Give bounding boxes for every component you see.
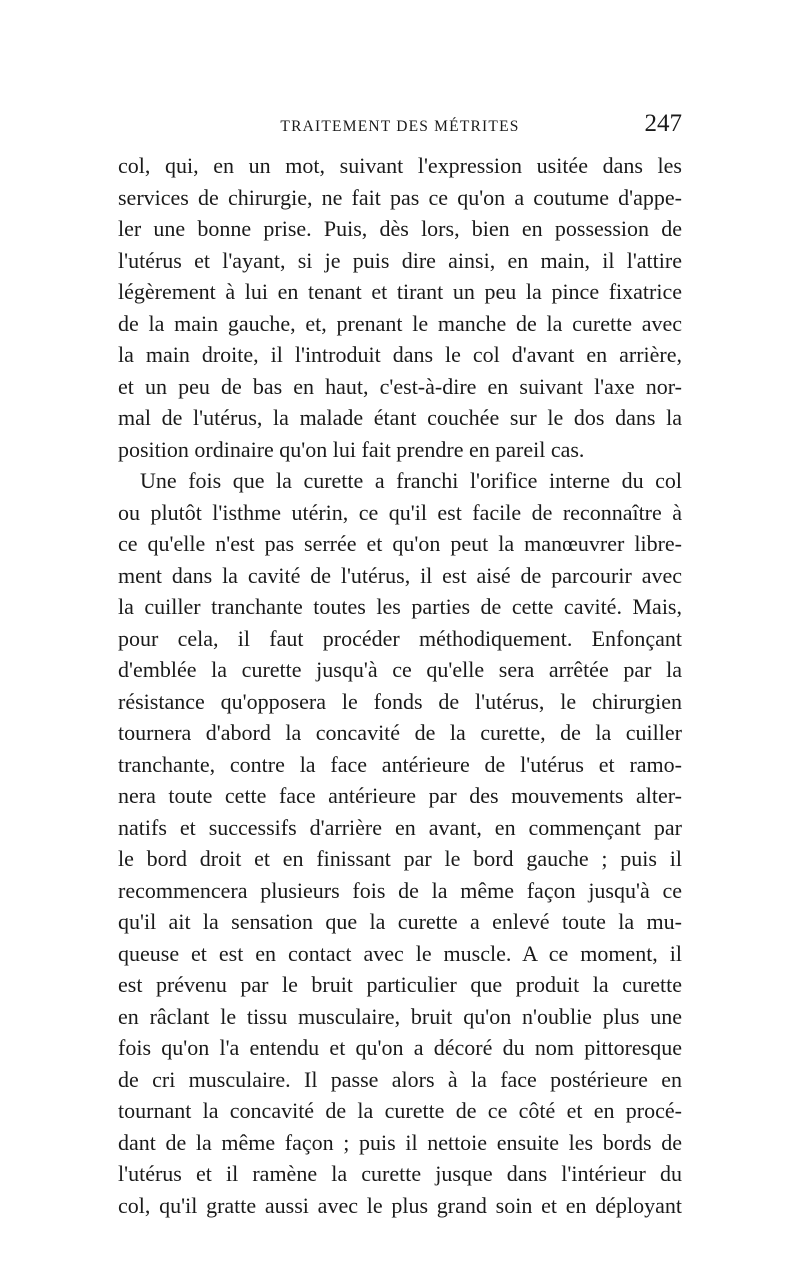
- text-line: résistance qu'opposera le fonds de l'utérus, le chirurgien: [118, 688, 682, 714]
- text-line: tournant la concavité de la curette de ce côté et en procé-: [118, 1098, 682, 1123]
- text-line: tournera d'abord la concavité de la curette, de la cuiller: [118, 720, 682, 745]
- running-head: [118, 112, 682, 142]
- text-line: ce qu'elle n'est pas serrée et qu'on peut la manœuvrer libre-: [118, 531, 682, 556]
- text-line: tranchante, contre la face antérieure de l'utérus et ramo-: [118, 751, 682, 777]
- text-line: mal de l'utérus, la malade étant couchée sur le dos dans la: [118, 405, 682, 430]
- text-line: queuse et est en contact avec le muscle. A ce moment, il: [118, 940, 682, 966]
- text-line: natifs et successifs d'arrière en avant, en commençant par: [118, 814, 682, 840]
- text-line: ou plutôt l'isthme utérin, ce qu'il est facile de reconnaître à: [118, 499, 682, 525]
- text-line: ment dans la cavité de l'utérus, il est aisé de parcourir avec: [118, 562, 682, 588]
- text-line: Une fois que la curette a franchi l'orifice interne du col: [140, 468, 682, 493]
- text-line: l'utérus et il ramène la curette jusque dans l'intérieur du: [118, 1161, 682, 1186]
- text-line: le bord droit et en finissant par le bord gauche ; puis il: [118, 846, 682, 871]
- text-line: ler une bonne prise. Puis, dès lors, bien en possession de: [118, 216, 682, 241]
- text-line: de cri musculaire. Il passe alors à la face postérieure en: [118, 1066, 682, 1092]
- text-line: et un peu de bas en haut, c'est-à-dire en suivant l'axe nor-: [118, 373, 682, 399]
- text-line: dant de la même façon ; puis il nettoie ensuite les bords de: [118, 1129, 682, 1155]
- text-line: nera toute cette face antérieure par des mouvements alter-: [118, 783, 682, 808]
- text-line: pour cela, il faut procéder méthodiquement. Enfonçant: [118, 625, 682, 651]
- text-line: position ordinaire qu'on lui fait prendre en pareil cas.: [118, 436, 585, 462]
- text-line: la main droite, il l'introduit dans le col d'avant en arrière,: [118, 342, 682, 367]
- text-line: d'emblée la curette jusqu'à ce qu'elle sera arrêtée par la: [118, 657, 682, 682]
- text-line: col, qu'il gratte aussi avec le plus grand soin et en déployant: [118, 1192, 682, 1218]
- text-line: fois qu'on l'a entendu et qu'on a décoré du nom pittoresque: [118, 1035, 682, 1060]
- running-head-title: TRAITEMENT DES MÉTRITES: [280, 118, 520, 135]
- text-line: col, qui, en un mot, suivant l'expression usitée dans les: [118, 153, 682, 178]
- text-line: qu'il ait la sensation que la curette a enlevé toute la mu-: [118, 909, 682, 934]
- text-line: l'utérus et l'ayant, si je puis dire ainsi, en main, il l'attire: [118, 247, 682, 273]
- text-line: la cuiller tranchante toutes les parties de cette cavité. Mais,: [118, 594, 682, 619]
- text-line: recommencera plusieurs fois de la même façon jusqu'à ce: [118, 877, 682, 903]
- text-line: de la main gauche, et, prenant le manche de la curette avec: [118, 310, 682, 336]
- text-line: en râclant le tissu musculaire, bruit qu'on n'oublie plus une: [118, 1003, 682, 1029]
- body-text: [118, 150, 682, 1221]
- text-line: légèrement à lui en tenant et tirant un peu la pince fixatrice: [118, 279, 682, 304]
- page-number: 247: [644, 110, 682, 137]
- text-line: services de chirurgie, ne fait pas ce qu'on a coutume d'appe-: [118, 184, 682, 210]
- text-line: est prévenu par le bruit particulier que produit la curette: [118, 972, 682, 997]
